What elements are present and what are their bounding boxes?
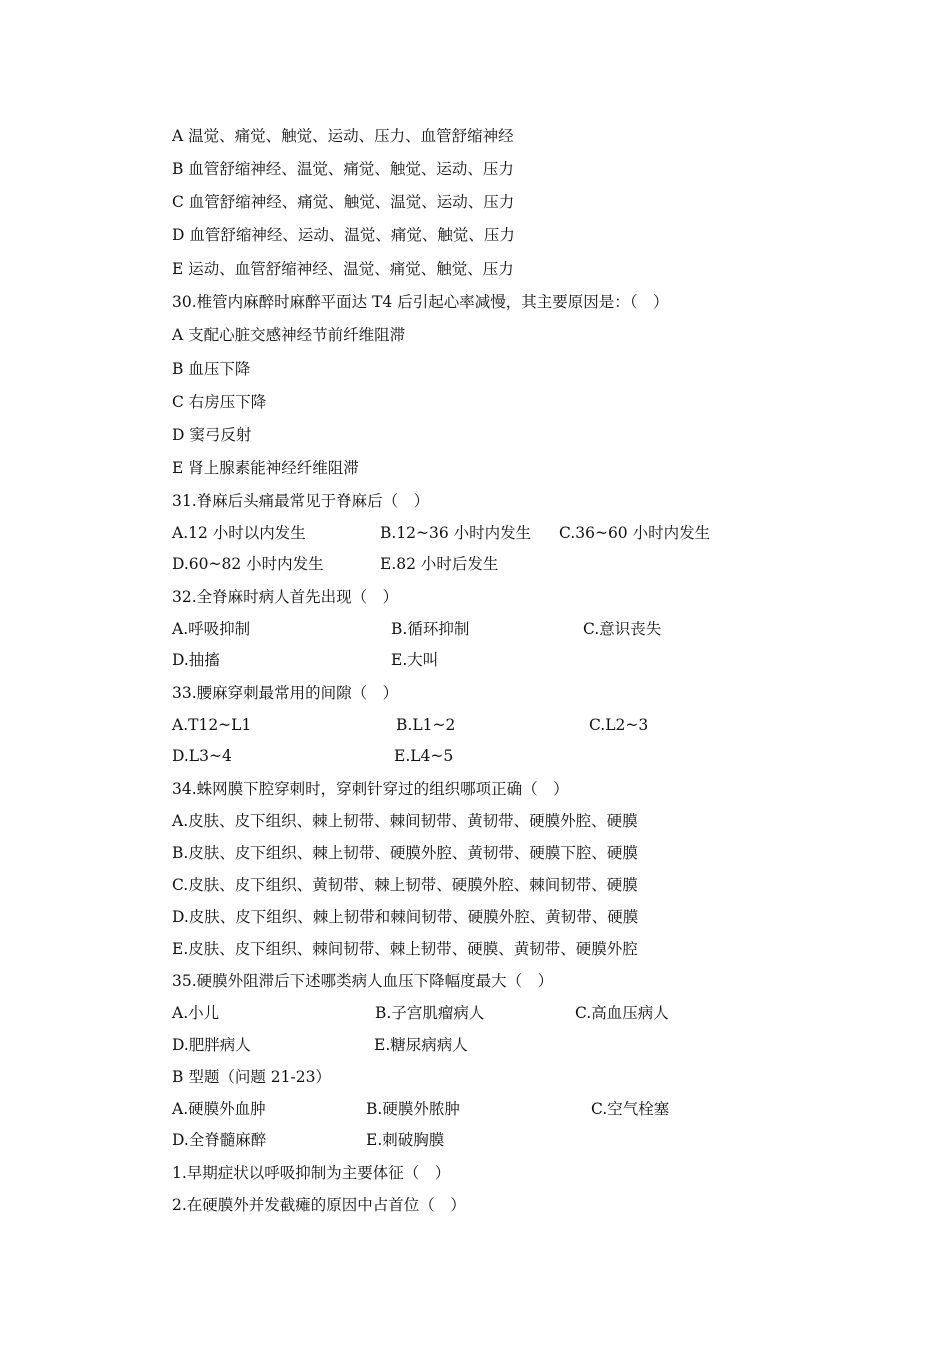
q32-option-a: A.呼吸抑制 <box>172 620 251 638</box>
q33-option-c: C.L2~3 <box>589 716 649 734</box>
q34-option-c: C.皮肤、皮下组织、黄韧带、棘上韧带、硬膜外腔、棘间韧带、硬膜 <box>172 876 638 894</box>
q33-option-b: B.L1~2 <box>396 716 456 734</box>
q33-question: 33.腰麻穿刺最常用的间隙（ ） <box>172 684 399 702</box>
q34-question: 34.蛛网膜下腔穿刺时，穿刺针穿过的组织哪项正确（ ） <box>172 780 569 798</box>
btype-option-d: D.全脊髓麻醉 <box>172 1131 267 1149</box>
q32-option-e: E.大叫 <box>391 651 439 669</box>
q30-option-c: C 右房压下降 <box>172 393 267 411</box>
q29-option-b: B 血管舒缩神经、温觉、痛觉、触觉、运动、压力 <box>172 160 514 178</box>
q35-question: 35.硬膜外阻滞后下述哪类病人血压下降幅度最大（ ） <box>172 972 554 990</box>
q35-option-c: C.高血压病人 <box>575 1004 669 1022</box>
q35-option-e: E.糖尿病病人 <box>374 1036 468 1054</box>
q30-option-b: B 血压下降 <box>172 360 251 378</box>
btype-question-1: 1.早期症状以呼吸抑制为主要体征（ ） <box>172 1164 451 1182</box>
q34-option-d: D.皮肤、皮下组织、棘上韧带和棘间韧带、硬膜外腔、黄韧带、硬膜 <box>172 908 639 926</box>
btype-heading: B 型题（问题 21-23） <box>172 1068 331 1086</box>
q30-option-d: D 窦弓反射 <box>172 426 252 444</box>
q33-option-a: A.T12~L1 <box>172 716 252 734</box>
q31-option-e: E.82 小时后发生 <box>380 555 499 573</box>
q29-option-d: D 血管舒缩神经、运动、温觉、痛觉、触觉、压力 <box>172 226 515 244</box>
q32-option-c: C.意识丧失 <box>583 620 662 638</box>
q30-question: 30.椎管内麻醉时麻醉平面达 T4 后引起心率减慢，其主要原因是：（ ） <box>172 293 669 311</box>
q29-option-c: C 血管舒缩神经、痛觉、触觉、温觉、运动、压力 <box>172 193 515 211</box>
q30-option-e: E 肾上腺素能神经纤维阻滞 <box>172 459 359 477</box>
q33-option-d: D.L3~4 <box>172 747 232 765</box>
q34-option-e: E.皮肤、皮下组织、棘间韧带、棘上韧带、硬膜、黄韧带、硬膜外腔 <box>172 940 638 958</box>
q31-option-d: D.60~82 小时内发生 <box>172 555 324 573</box>
btype-option-b: B.硬膜外脓肿 <box>366 1100 460 1118</box>
btype-question-2: 2.在硬膜外并发截瘫的原因中占首位（ ） <box>172 1196 466 1214</box>
q29-option-a: A 温觉、痛觉、触觉、运动、压力、血管舒缩神经 <box>172 127 514 145</box>
q34-option-b: B.皮肤、皮下组织、棘上韧带、硬膜外腔、黄韧带、硬膜下腔、硬膜 <box>172 844 638 862</box>
btype-option-c: C.空气栓塞 <box>591 1100 670 1118</box>
q32-option-d: D.抽搐 <box>172 651 220 669</box>
btype-option-e: E.刺破胸膜 <box>366 1131 445 1149</box>
q35-option-b: B.子宫肌瘤病人 <box>375 1004 485 1022</box>
q32-option-b: B.循环抑制 <box>391 620 470 638</box>
q29-option-e: E 运动、血管舒缩神经、温觉、痛觉、触觉、压力 <box>172 260 514 278</box>
q35-option-d: D.肥胖病人 <box>172 1036 251 1054</box>
btype-option-a: A.硬膜外血肿 <box>172 1100 266 1118</box>
q31-option-c: C.36~60 小时内发生 <box>559 524 711 542</box>
q31-option-b: B.12~36 小时内发生 <box>380 524 532 542</box>
q30-option-a: A 支配心脏交感神经节前纤维阻滞 <box>172 326 406 344</box>
q31-question: 31.脊麻后头痛最常见于脊麻后（ ） <box>172 492 430 510</box>
q31-option-a: A.12 小时以内发生 <box>172 524 306 542</box>
q34-option-a: A.皮肤、皮下组织、棘上韧带、棘间韧带、黄韧带、硬膜外腔、硬膜 <box>172 812 638 830</box>
q33-option-e: E.L4~5 <box>394 747 454 765</box>
q32-question: 32.全脊麻时病人首先出现（ ） <box>172 588 399 606</box>
q35-option-a: A.小儿 <box>172 1004 220 1022</box>
